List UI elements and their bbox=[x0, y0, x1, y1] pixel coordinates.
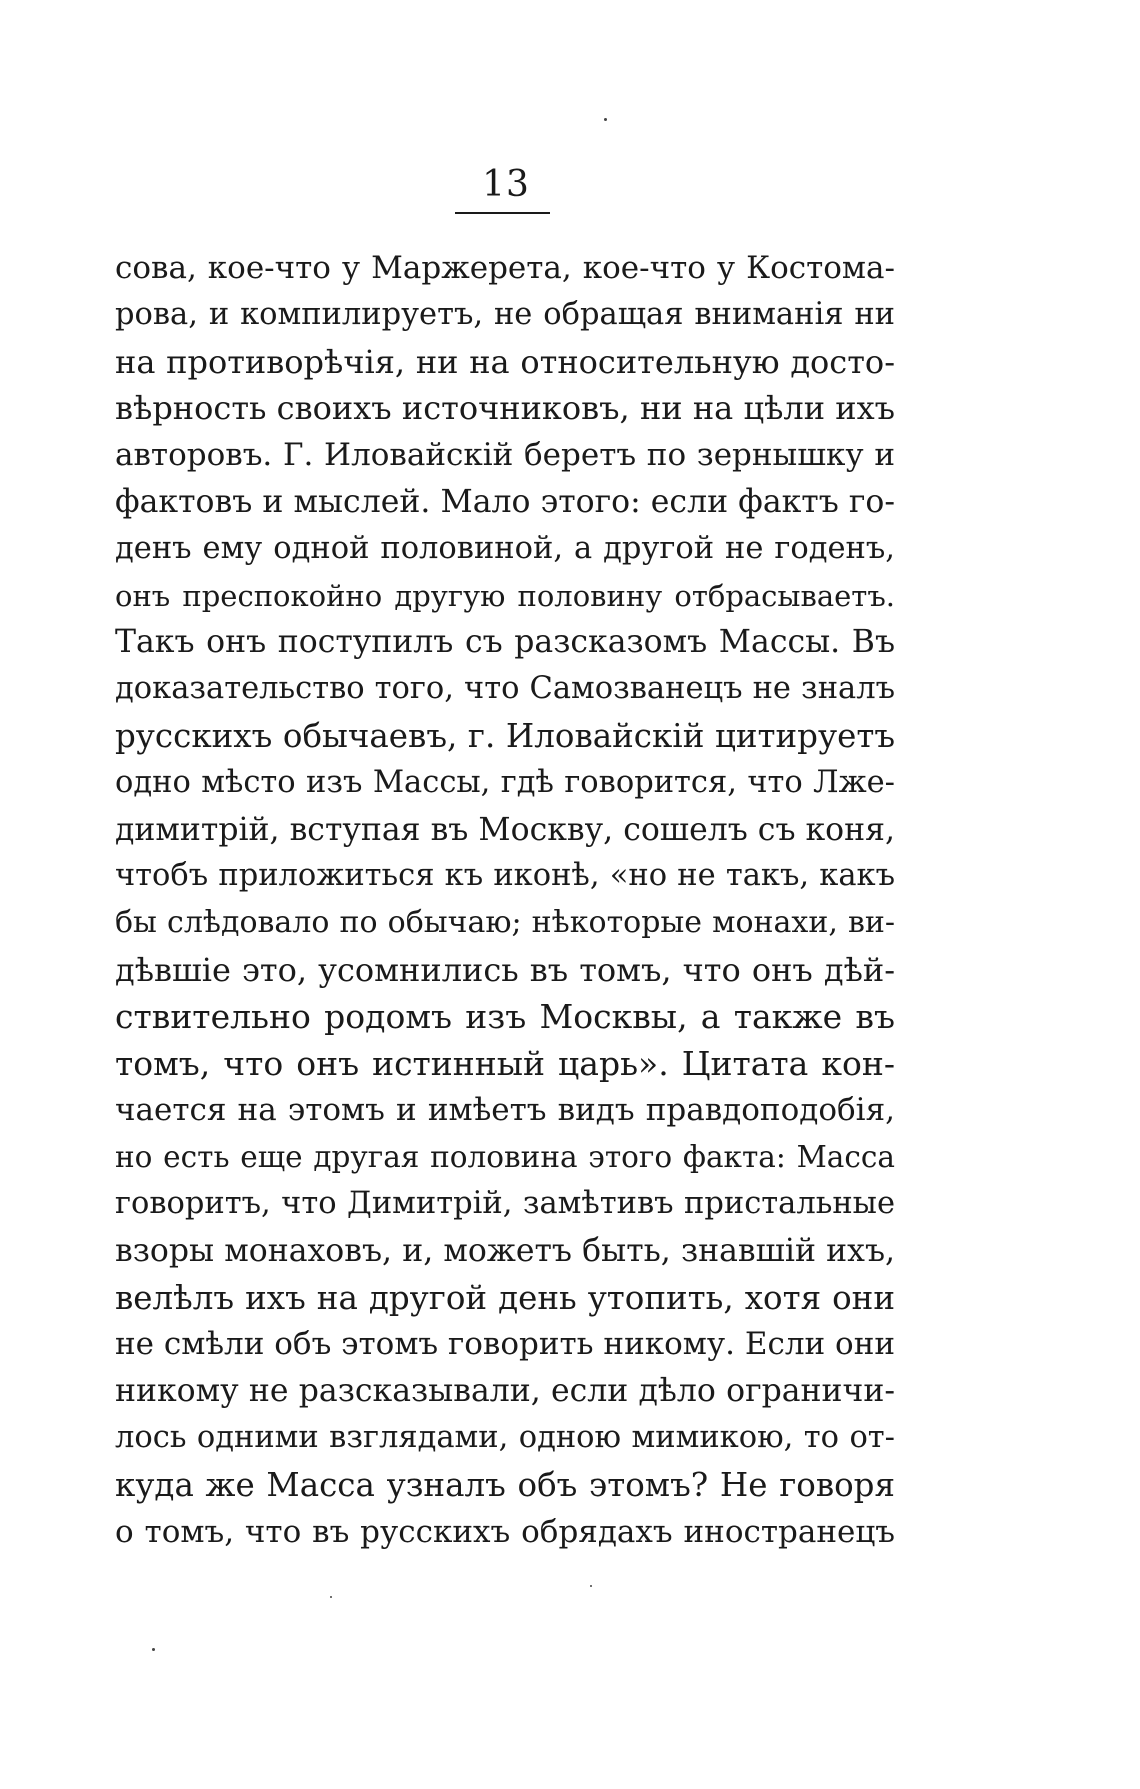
text-line: онъ преспокойно другую половину отбрасываетъ. bbox=[115, 578, 895, 613]
print-speck bbox=[590, 1585, 592, 1587]
page-number-rule bbox=[455, 212, 550, 214]
text-line: сова, кое-что у Маржерета, кое-что у Костома- bbox=[115, 250, 895, 286]
text-line: но есть еще другая половина этого факта: Масса bbox=[115, 1140, 895, 1175]
text-line: чается на этомъ и имѣетъ видъ правдоподобія, bbox=[115, 1092, 895, 1129]
text-line: чтобъ приложиться къ иконѣ, «но не такъ, какъ bbox=[115, 858, 895, 894]
text-line: не смѣли объ этомъ говорить никому. Если они bbox=[115, 1326, 896, 1363]
print-speck bbox=[152, 1648, 155, 1651]
text-line: лось одними взглядами, одною мимикою, то от- bbox=[115, 1419, 895, 1455]
text-line: куда же Масса узналъ объ этомъ? Не говоря bbox=[115, 1465, 895, 1504]
text-line: бы слѣдовало по обычаю; нѣкоторые монахи, ви- bbox=[115, 905, 895, 941]
text-line: рова, и компилируетъ, не обращая вниманія ни bbox=[115, 296, 895, 332]
page-number: 13 bbox=[482, 164, 530, 205]
text-line: никому не разсказывали, если дѣло ограничи- bbox=[115, 1373, 895, 1410]
text-line: на противорѣчія, ни на относительную досто- bbox=[115, 342, 895, 381]
text-line: томъ, что онъ истинный царь». Цитата кон- bbox=[115, 1043, 895, 1083]
body-text bbox=[115, 245, 895, 1555]
text-line: о томъ, что въ русскихъ обрядахъ иностранецъ bbox=[115, 1513, 895, 1550]
text-line: Такъ онъ поступилъ съ разсказомъ Массы. Въ bbox=[115, 624, 895, 661]
text-line: одно мѣсто изъ Массы, гдѣ говорится, что Лже- bbox=[115, 764, 895, 800]
text-line: доказательство того, что Самозванецъ не зналъ bbox=[115, 671, 895, 707]
text-line: велѣлъ ихъ на другой день утопить, хотя они bbox=[115, 1278, 895, 1317]
text-line: ствительно родомъ изъ Москвы, а также въ bbox=[115, 996, 895, 1036]
text-line: дѣвшіе это, усомнились въ томъ, что онъ дѣй- bbox=[115, 950, 895, 989]
text-line: авторовъ. Г. Иловайскій беретъ по зернышку и bbox=[115, 437, 895, 474]
text-line: взоры монаховъ, и, можетъ быть, знавшій ихъ, bbox=[115, 1232, 895, 1269]
text-line: говоритъ, что Димитрій, замѣтивъ пристальные bbox=[115, 1185, 895, 1221]
print-speck bbox=[330, 1596, 332, 1598]
text-line: вѣрность своихъ источниковъ, ни на цѣли ихъ bbox=[115, 389, 895, 428]
print-speck bbox=[604, 118, 607, 121]
text-line: русскихъ обычаевъ, г. Иловайскій цитируетъ bbox=[115, 716, 895, 755]
text-line: фактовъ и мыслей. Мало этого: если фактъ го- bbox=[115, 483, 895, 520]
text-line: димитрій, вступая въ Москву, сошелъ съ коня, bbox=[115, 811, 896, 848]
text-line: денъ ему одной половиной, а другой не годенъ, bbox=[115, 530, 895, 566]
